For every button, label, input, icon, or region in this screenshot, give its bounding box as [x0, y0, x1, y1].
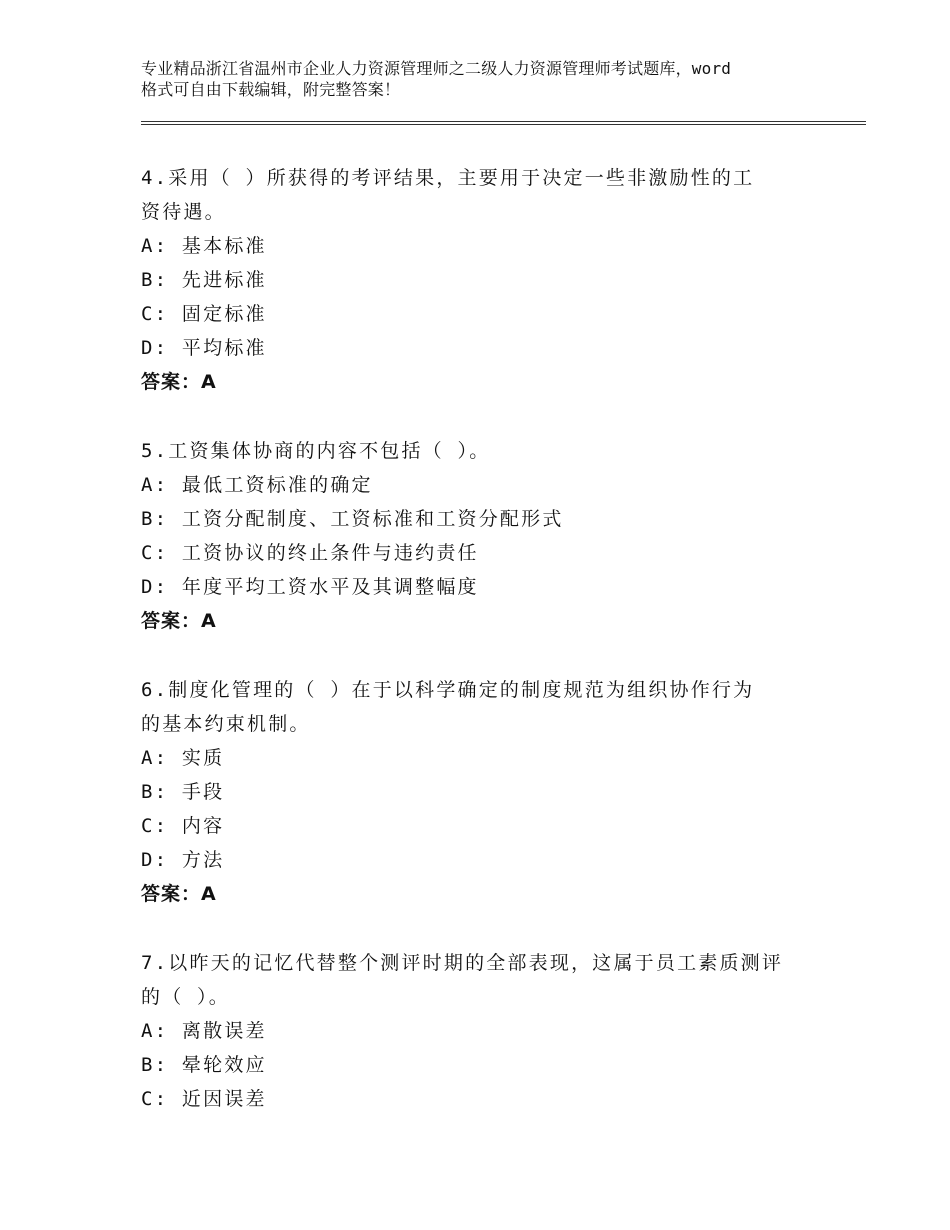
answer: 答案：A	[141, 371, 217, 393]
option-b: B: 晕轮效应	[141, 1054, 267, 1076]
question-5	[141, 434, 821, 638]
option-d: D: 平均标准	[141, 337, 267, 359]
question-stem: 6.制度化管理的（ ）在于以科学确定的制度规范为组织协作行为	[141, 679, 755, 701]
question-stem-cont: 的（ ）。	[141, 986, 230, 1008]
option-a: A: 基本标准	[141, 235, 267, 257]
option-d: D: 方法	[141, 849, 225, 871]
option-c: C: 工资协议的终止条件与违约责任	[141, 542, 479, 564]
option-a: A: 实质	[141, 747, 225, 769]
option-c: C: 内容	[141, 815, 225, 837]
header-divider-bottom	[141, 124, 866, 125]
question-stem: 7.以昨天的记忆代替整个测评时期的全部表现，这属于员工素质测评	[141, 952, 784, 974]
answer: 答案：A	[141, 883, 217, 905]
answer: 答案：A	[141, 610, 217, 632]
option-b: B: 工资分配制度、工资标准和工资分配形式	[141, 508, 564, 530]
header-line-2: 格式可自由下载编辑，附完整答案！	[141, 80, 401, 99]
option-d: D: 年度平均工资水平及其调整幅度	[141, 576, 479, 598]
option-c: C: 固定标准	[141, 303, 267, 325]
document-header	[141, 58, 831, 100]
option-b: B: 手段	[141, 781, 225, 803]
option-a: A: 最低工资标准的确定	[141, 474, 373, 496]
question-4	[141, 161, 821, 399]
option-c: C: 近因误差	[141, 1088, 267, 1110]
question-7	[141, 946, 821, 1116]
question-stem: 4.采用（ ）所获得的考评结果，主要用于决定一些非激励性的工	[141, 167, 755, 189]
question-stem-cont: 的基本约束机制。	[141, 713, 311, 735]
header-line-1: 专业精品浙江省温州市企业人力资源管理师之二级人力资源管理师考试题库，word	[141, 59, 732, 78]
question-6	[141, 673, 821, 911]
option-a: A: 离散误差	[141, 1020, 267, 1042]
option-b: B: 先进标准	[141, 269, 267, 291]
question-stem: 5.工资集体协商的内容不包括（ ）。	[141, 440, 491, 462]
question-stem-cont: 资待遇。	[141, 201, 226, 223]
header-divider-top	[141, 121, 866, 122]
